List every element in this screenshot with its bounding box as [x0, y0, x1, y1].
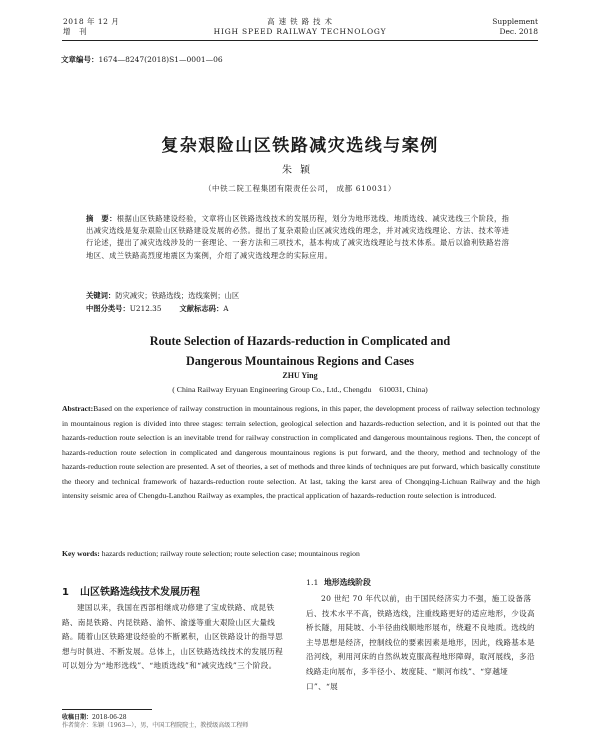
doc-code-label: 文献标志码：: [179, 304, 224, 313]
subsection-1-1-title: 地形选线阶段: [324, 578, 371, 587]
issue-date-cn: 2018 年 12 月: [63, 17, 120, 26]
english-affiliation: ( China Railway Eryuan Engineering Group Co., Ltd., Chengdu 610031, China): [172, 385, 428, 394]
english-title-line-1: Route Selection of Hazards-reduction in Complicated and: [149, 334, 451, 348]
section-1-title: 山区铁路选线技术发展历程: [80, 587, 200, 598]
english-abstract-text: Based on the experience of railway construction in mountainous regions, in this paper, the development process of railway selection technology in mountainous region is divided into three stages: terrain selection, geological selection and hazards-reduction selection, and it is pointed out that the hazards-reduction route selection is an inevitable trend for railway construction in complicated and dangerous mountainous regions. Then, the concept of hazards-reduction route selection in complicated and dangerous mountainous regions is put forward, and the theory, method and technology of the hazards-reduction route selection are presented. A set of theories, a set of methods and three kinds of techniques are put forward, which basically constitute the theory and technical framework of hazards-reduction route selection. At last, taking the karst area of Chongqing-Lichuan Railway and the high intensity seismic area of Chengdu-Lanzhou Railway as examples, the practical application of hazards-reduction route selection is introduced.: [62, 404, 540, 500]
english-author: ZHU Ying: [282, 371, 318, 380]
english-keywords-text: hazards reduction; railway route selection; route selection case; mountainous region: [101, 549, 360, 558]
header-right: [492, 17, 538, 37]
chinese-affiliation: （中铁二院工程集团有限责任公司， 成都 610031）: [203, 184, 397, 193]
english-keywords: [62, 549, 360, 558]
received-label: 收稿日期：: [62, 714, 93, 721]
chinese-abstract: [86, 213, 516, 262]
article-number: [61, 54, 223, 65]
supplement-cn: 增 刊: [63, 27, 87, 36]
header-divider: [62, 40, 538, 41]
subsection-1-1-heading: [306, 577, 371, 588]
chinese-keywords-label: 关键词：: [86, 291, 116, 300]
received-date: 2018-06-28: [92, 714, 127, 721]
chinese-abstract-text: 根据山区铁路建设经验，文章将山区铁路选线技术的发展历程，划分为地形选线、地质选线、减灾选线三个阶段，指出减灾选线是复杂艰险山区铁路建设发展的必然。提出了复杂艰险山区减灾选线的理念，并对减灾选线理论、方法、技术等进行论述，提出了减灾选线涉及的一套理论、一套方法和三项技术，基本构成了减灾选线理论与技术体系。最后以渝利铁路岩溶地区、成兰铁路高烈度地震区为案例，介绍了减灾选线理念的实际应用。: [86, 214, 510, 260]
section-1-heading: [62, 583, 200, 598]
english-abstract: [62, 402, 540, 504]
footnote-author-bio: 作者简介：朱颖（1963—），男，中国工程院院士，教授级高级工程师: [62, 722, 249, 729]
clc-label: 中图分类号：: [86, 304, 130, 313]
chinese-author: 朱颖: [282, 165, 318, 176]
clc-value: U212.35: [129, 304, 162, 313]
section-1-number: 1: [62, 587, 69, 598]
classification-line: [86, 304, 229, 314]
english-keywords-label: Key words:: [62, 549, 100, 558]
chinese-keywords: [86, 291, 239, 301]
english-title: [0, 331, 600, 371]
section-1-paragraph: 建国以来，我国在西部相继成功修建了宝成铁路、成昆铁路、南昆铁路、内昆铁路、渝怀、渝遂等重大艰险山区大量线路。随着山区铁路建设经验的不断累积，山区铁路设计的指导思想与时俱进、不断发展。总体上，山区铁路选线技术的发展历程可以划分为“地形选线”、“地质选线”和“减灾选线”三个阶段。: [62, 603, 284, 671]
article-number-value: 1674—8247(2018)S1—0001—06: [98, 55, 223, 64]
journal-name-en: HIGH SPEED RAILWAY TECHNOLOGY: [213, 27, 387, 36]
subsection-1-1-paragraph: 20 世纪 70 年代以前，由于国民经济实力不强，施工设备落后、技术水平不高，铁路选线，注重线路更好的适应地形，少设高桥长隧，用陡坡、小半径曲线顺地形展布，绕避不良地质。选线的主导思想是经济，控制线位的要素因素是地形，因此，线路基本是沿河线，利用河床的自然纵坡克服高程地形障碍，取河展线，多沿线路走向展布，多半径小、坡度陡、“顺河布线”、“穿越垭口”、“展: [306, 594, 535, 691]
journal-name-cn: 高 速 铁 路 技 术: [267, 17, 333, 26]
chinese-title: 复杂艰险山区铁路减灾选线与案例: [161, 136, 439, 156]
english-title-line-2: Dangerous Mountainous Regions and Cases: [186, 354, 414, 368]
subsection-1-1-number: 1.1: [306, 578, 319, 587]
chinese-abstract-label: 摘 要：: [86, 214, 117, 223]
footnote-divider: [62, 709, 152, 710]
article-number-label: 文章编号：: [61, 55, 99, 64]
english-abstract-label: Abstract:: [62, 404, 94, 413]
supplement-en: Supplement: [492, 17, 538, 26]
doc-code-value: A: [223, 304, 229, 313]
chinese-keywords-text: 防灾减灾；铁路选线；选线案例；山区: [115, 291, 240, 300]
issue-date-en: Dec. 2018: [499, 27, 538, 36]
